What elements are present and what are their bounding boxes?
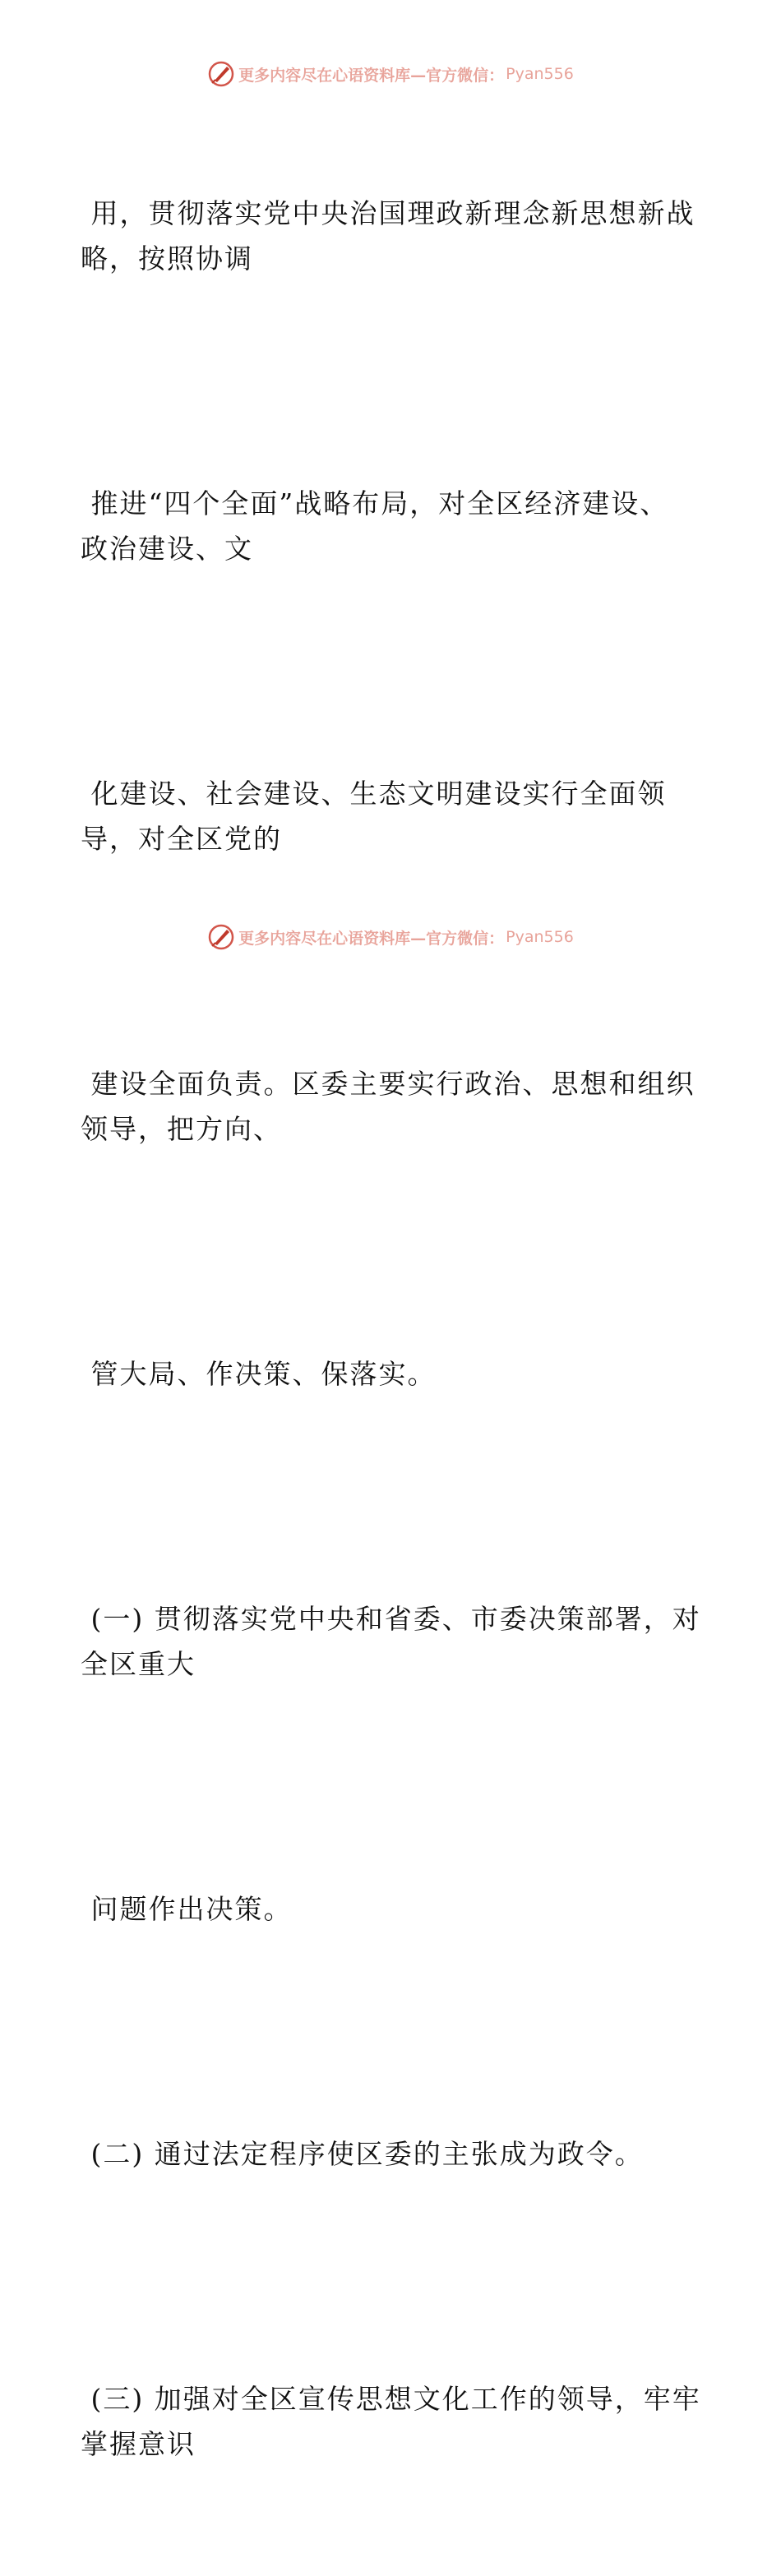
paragraph xyxy=(81,2041,705,2267)
footer-watermark xyxy=(0,921,781,953)
text-line: 管大局、作决策、保落实。 xyxy=(81,1358,437,1390)
watermark-text: 更多内容尽在心语资料库—官方微信： xyxy=(238,66,505,85)
text-line: 导，对全区党的 xyxy=(81,823,282,855)
paragraph xyxy=(81,1506,705,1777)
paragraph xyxy=(81,2286,705,2557)
text-line: 推进“四个全面”战略布局，对全区经济建设、 xyxy=(81,487,669,519)
watermark-text: 更多内容尽在心语资料库—官方微信： xyxy=(238,929,505,948)
text-line: 略，按照协调 xyxy=(81,242,253,275)
header-watermark xyxy=(0,58,781,90)
watermark-wechat-id: Pyan556 xyxy=(506,65,574,83)
text-line: 问题作出决策。 xyxy=(81,1893,293,1925)
quill-logo-icon xyxy=(207,923,235,951)
paragraph xyxy=(81,1261,705,1487)
paragraph xyxy=(81,681,705,952)
paragraph xyxy=(81,1796,705,2022)
text-line: (一) 贯彻落实党中央和省委、市委决策部署，对 xyxy=(81,1603,701,1635)
watermark-wechat-id: Pyan556 xyxy=(506,928,574,946)
text-line: 建设全面负责。区委主要实行政治、思想和组织 xyxy=(81,1068,696,1100)
text-line: 化建设、社会建设、生态文明建设实行全面领 xyxy=(81,778,667,810)
text-line: 政治建设、文 xyxy=(81,533,253,565)
paragraph xyxy=(81,390,705,662)
quill-logo-icon xyxy=(207,60,235,88)
text-line: 领导，把方向、 xyxy=(81,1113,282,1145)
document-body xyxy=(81,100,705,2576)
paragraph xyxy=(81,971,705,1242)
paragraph xyxy=(81,100,705,372)
text-line: 用，贯彻落实党中央治国理政新理念新思想新战 xyxy=(81,197,696,229)
text-line: (三) 加强对全区宣传思想文化工作的领导，牢牢 xyxy=(81,2383,701,2415)
text-line: (二) 通过法定程序使区委的主张成为政令。 xyxy=(81,2138,644,2170)
text-line: 掌握意识 xyxy=(81,2428,196,2460)
text-line: 全区重大 xyxy=(81,1648,196,1680)
